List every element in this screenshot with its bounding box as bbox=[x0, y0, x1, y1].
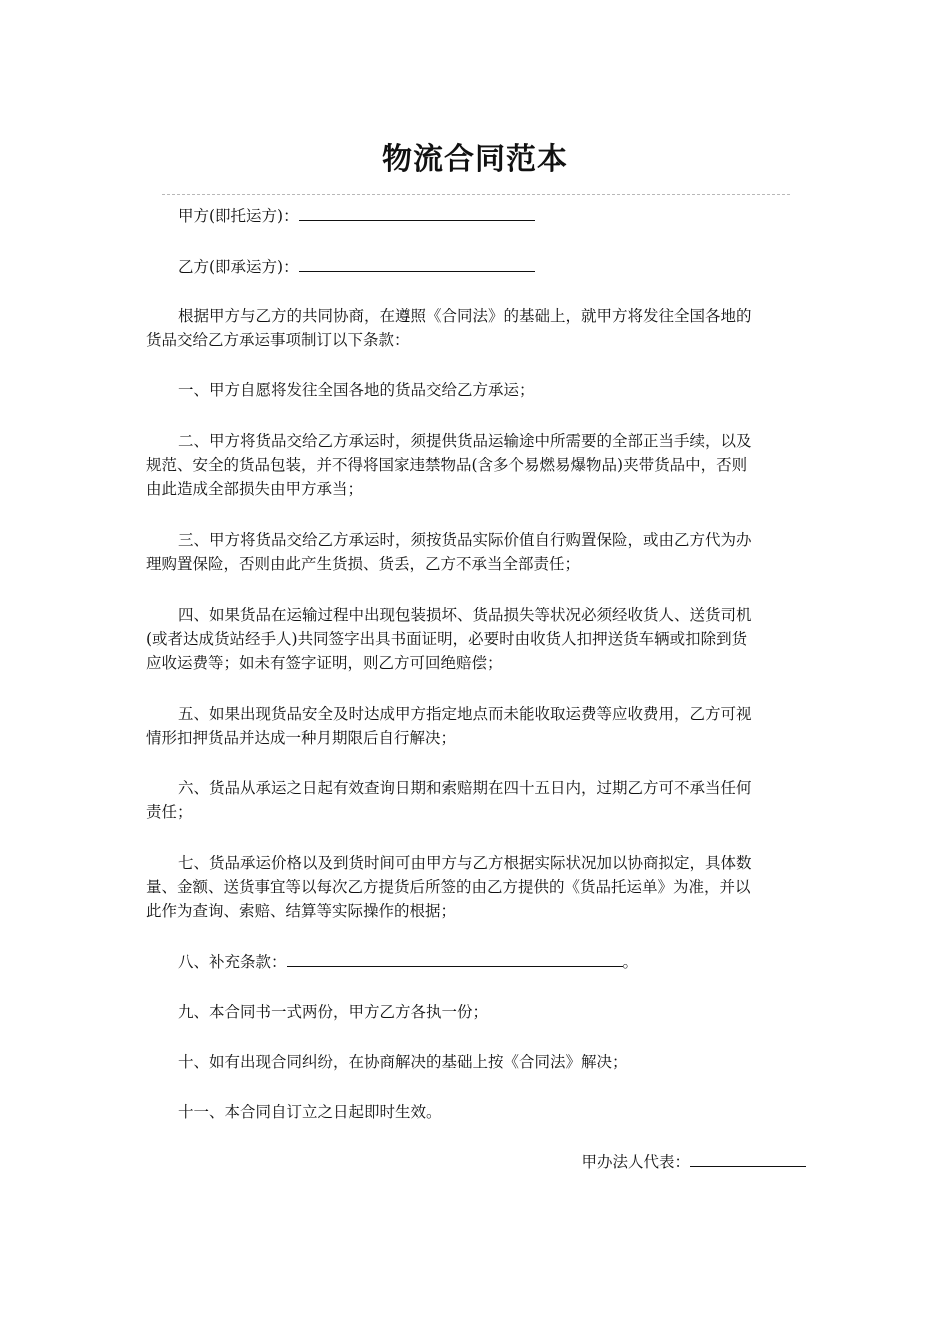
clause-7-line-2: 量、金额、送货事宜等以每次乙方提货后所签的由乙方提供的《货品托运单》为准，并以 bbox=[146, 878, 751, 896]
clause-4-line-1: 四、如果货品在运输过程中出现包装损坏、货品损失等状况必须经收货人、送货司机 bbox=[178, 606, 752, 624]
clause-9: 九、本合同书一式两份，甲方乙方各执一份； bbox=[178, 1003, 489, 1021]
clause-2-line-2: 规范、安全的货品包装，并不得将国家违禁物品(含多个易燃易爆物品)夹带货品中，否则 bbox=[146, 456, 748, 474]
clause-5-line-2: 情形扣押货品并达成一种月期限后自行解决； bbox=[146, 729, 457, 747]
clause-8-blank bbox=[287, 950, 623, 967]
clause-10: 十、如有出现合同纠纷，在协商解决的基础上按《合同法》解决； bbox=[178, 1053, 628, 1071]
intro-line-1: 根据甲方与乙方的共同协商，在遵照《合同法》的基础上，就甲方将发往全国各地的 bbox=[178, 307, 752, 325]
clause-5-line-1: 五、如果出现货品安全及时达成甲方指定地点而未能收取运费等应收费用，乙方可视 bbox=[178, 705, 752, 723]
signature-label: 甲办法人代表： bbox=[581, 1153, 690, 1171]
clause-8-line bbox=[146, 950, 838, 974]
clause-2-line-1: 二、甲方将货品交给乙方承运时，须提供货品运输途中所需要的全部正当手续，以及 bbox=[178, 432, 752, 450]
clause-8-end: 。 bbox=[622, 953, 639, 971]
clause-6-line-1: 六、货品从承运之日起有效查询日期和索赔期在四十五日内，过期乙方可不承当任何 bbox=[178, 779, 752, 797]
party-b-line bbox=[146, 255, 838, 279]
clause-11: 十一、本合同自订立之日起即时生效。 bbox=[178, 1103, 442, 1121]
clause-8-label: 八、补充条款： bbox=[178, 953, 287, 971]
clause-3-line-2: 理购置保险，否则由此产生货损、货丢，乙方不承当全部责任； bbox=[146, 555, 581, 573]
clause-1: 一、甲方自愿将发往全国各地的货品交给乙方承运； bbox=[178, 381, 535, 399]
party-a-blank bbox=[299, 204, 535, 221]
party-a-label: 甲方(即托运方)： bbox=[178, 207, 299, 225]
party-a-line bbox=[146, 204, 838, 228]
clause-7-line-1: 七、货品承运价格以及到货时间可由甲方与乙方根据实际状况加以协商拟定，具体数 bbox=[178, 854, 752, 872]
clause-2-line-3: 由此造成全部损失由甲方承当； bbox=[146, 480, 364, 498]
page-title: 物流合同范本 bbox=[382, 142, 568, 177]
party-b-blank bbox=[299, 255, 535, 272]
clause-4-line-2: (或者达成货站经手人)共同签字出具书面证明，必要时由收货人扣押送货车辆或扣除到货 bbox=[146, 630, 748, 648]
clause-7-line-3: 此作为查询、索赔、结算等实际操作的根据； bbox=[146, 902, 457, 920]
signature-line bbox=[581, 1150, 806, 1174]
clause-3-line-1: 三、甲方将货品交给乙方承运时，须按货品实际价值自行购置保险，或由乙方代为办 bbox=[178, 531, 752, 549]
intro-line-2: 货品交给乙方承运事项制订以下条款： bbox=[146, 331, 410, 349]
clause-4-line-3: 应收运费等；如未有签字证明，则乙方可回绝赔偿； bbox=[146, 654, 503, 672]
title-divider bbox=[162, 194, 790, 195]
party-b-label: 乙方(即承运方)： bbox=[178, 258, 299, 276]
clause-6-line-2: 责任； bbox=[146, 803, 193, 821]
signature-blank bbox=[690, 1150, 806, 1167]
